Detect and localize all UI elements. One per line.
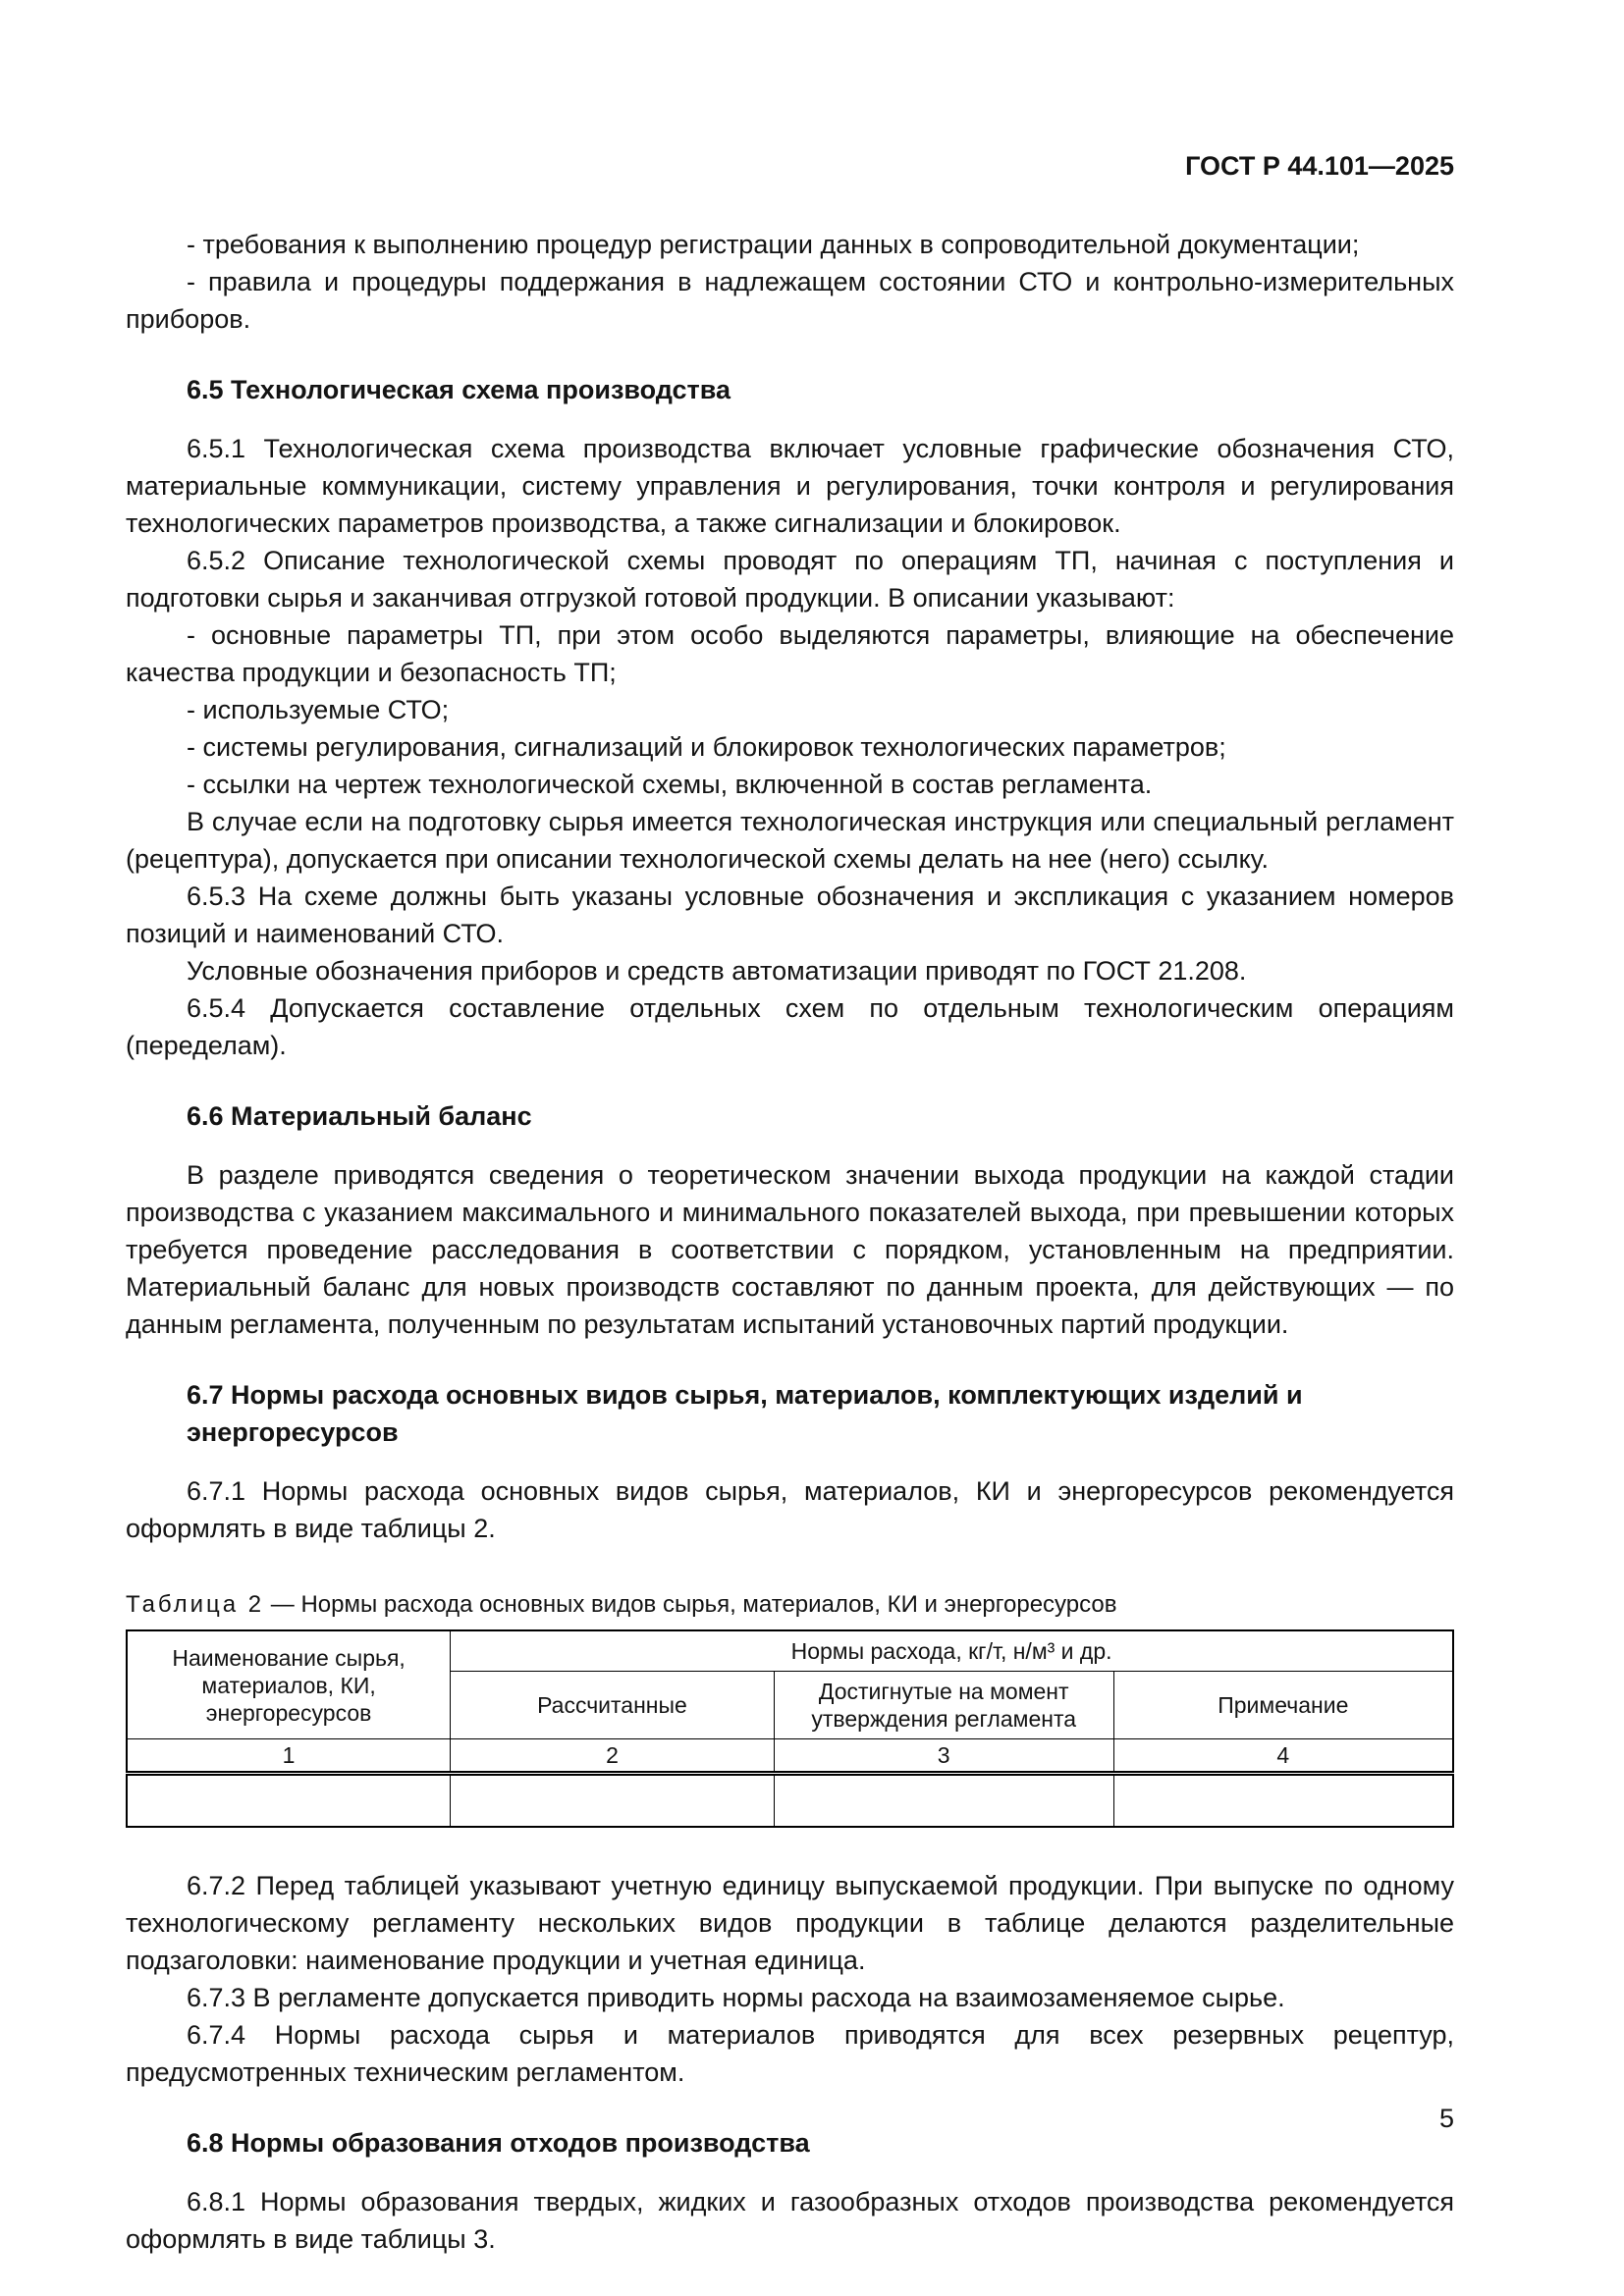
paragraph-6-5-1: 6.5.1 Технологическая схема производства включает условные графические обозначения СТО, материальные коммуникации, систему управления и регулирования, точки контроля и регулирования технологических параметров производства, а также сигнализации и блокировок. [126, 434, 1454, 538]
paragraph-6-5-2: 6.5.2 Описание технологической схемы проводят по операциям ТП, начиная с поступления и подготовки сырья и заканчивая отгрузкой готовой продукции. В описании указывают: [126, 546, 1454, 613]
table-2-norms [126, 1629, 1454, 1828]
header-cell-achieved: Достигнутые на момент утверждения регламента [774, 1672, 1113, 1739]
paragraph-6-8-1: 6.8.1 Нормы образования твердых, жидких и газообразных отходов производства рекомендуется оформлять в виде таблицы 3. [126, 2186, 1454, 2254]
header-cell-name: Наименование сырья, материалов, КИ, энергоресурсов [127, 1630, 451, 1739]
column-number-cell: 4 [1113, 1739, 1453, 1774]
list-item: - используемые СТО; [187, 695, 450, 724]
table-caption-text: — Нормы расхода основных видов сырья, материалов, КИ и энергоресурсов [270, 1591, 1117, 1618]
paragraph-6-7-1: 6.7.1 Нормы расхода основных видов сырья, материалов, КИ и энергоресурсов рекомендуется оформлять в виде таблицы 2. [126, 1476, 1454, 1543]
list-item: - правила и процедуры поддержания в надлежащем состоянии СТО и контрольно-измерительных приборов. [126, 267, 1454, 334]
paragraph-6-7-4: 6.7.4 Нормы расхода сырья и материалов приводятся для всех резервных рецептур, предусмотренных техническим регламентом. [126, 2019, 1454, 2087]
header-cell-calculated: Рассчитанные [451, 1672, 775, 1739]
empty-cell [1113, 1774, 1453, 1827]
empty-cell [451, 1774, 775, 1827]
document-code: ГОСТ Р 44.101—2025 [1185, 151, 1454, 181]
list-item: - ссылки на чертеж технологической схемы, включенной в состав регламента. [187, 770, 1153, 799]
paragraph-6-7-3: 6.7.3 В регламенте допускается приводить нормы расхода на взаимозаменяемое сырье. [187, 1982, 1285, 2012]
table-caption [126, 1590, 1454, 1620]
section-heading-6-7: 6.7 Нормы расхода основных видов сырья, материалов, комплектующих изделий и энергоресурсов [187, 1380, 1303, 1447]
paragraph: Условные обозначения приборов и средств автоматизации приводят по ГОСТ 21.208. [187, 956, 1247, 986]
list-item: - требования к выполнению процедур регистрации данных в сопроводительной документации; [187, 230, 1360, 259]
table-column-number-row [127, 1739, 1453, 1774]
section-heading-6-8: 6.8 Нормы образования отходов производства [187, 2127, 810, 2158]
section-heading-6-6: 6.6 Материальный баланс [187, 1101, 532, 1131]
column-number-cell: 2 [451, 1739, 775, 1774]
header-cell-note: Примечание [1113, 1672, 1453, 1739]
paragraph-6-7-2: 6.7.2 Перед таблицей указывают учетную единицу выпускаемой продукции. При выпуске по одному технологическому регламенту нескольких видов продукции в таблице делаются разделительные подзаголовки: наименование продукции и учетная единица. [126, 1870, 1454, 1975]
page-content [126, 147, 1454, 2258]
table-caption-label: Таблица 2 [126, 1591, 265, 1618]
list-item: - системы регулирования, сигнализаций и блокировок технологических параметров; [187, 732, 1226, 762]
section-heading-6-5: 6.5 Технологическая схема производства [187, 375, 731, 404]
paragraph-6-5-3: 6.5.3 На схеме должны быть указаны условные обозначения и экспликация с указанием номеров позиций и наименований СТО. [126, 881, 1454, 948]
paragraph-6-6: В разделе приводятся сведения о теоретическом значении выхода продукции на каждой стадии производства с указанием максимального и минимального показателей выхода, при превышении которых требуется проведение расследования в соответствии с порядком, установленным на предприятии. Материальный баланс для новых производств составляют по данным проекта, для действующих — по данным регламента, полученным по результатам испытаний установочных партий продукции. [126, 1160, 1454, 1339]
page-number: 5 [1438, 2104, 1454, 2133]
paragraph: В случае если на подготовку сырья имеется технологическая инструкция или специальный регламент (рецептура), допускается при описании технологической схемы делать на нее (него) ссылку. [126, 807, 1454, 874]
empty-cell [774, 1774, 1113, 1827]
paragraph-6-5-4: 6.5.4 Допускается составление отдельных схем по отдельным технологическим операциям (переделам). [126, 993, 1454, 1060]
empty-cell [127, 1774, 451, 1827]
list-item: - основные параметры ТП, при этом особо выделяются параметры, влияющие на обеспечение качества продукции и безопасность ТП; [126, 620, 1454, 687]
table-header-row-1 [127, 1630, 1453, 1672]
header-cell-norms-span: Нормы расхода, кг/т, н/м³ и др. [451, 1630, 1453, 1672]
table-empty-row [127, 1774, 1453, 1827]
column-number-cell: 1 [127, 1739, 451, 1774]
column-number-cell: 3 [774, 1739, 1113, 1774]
